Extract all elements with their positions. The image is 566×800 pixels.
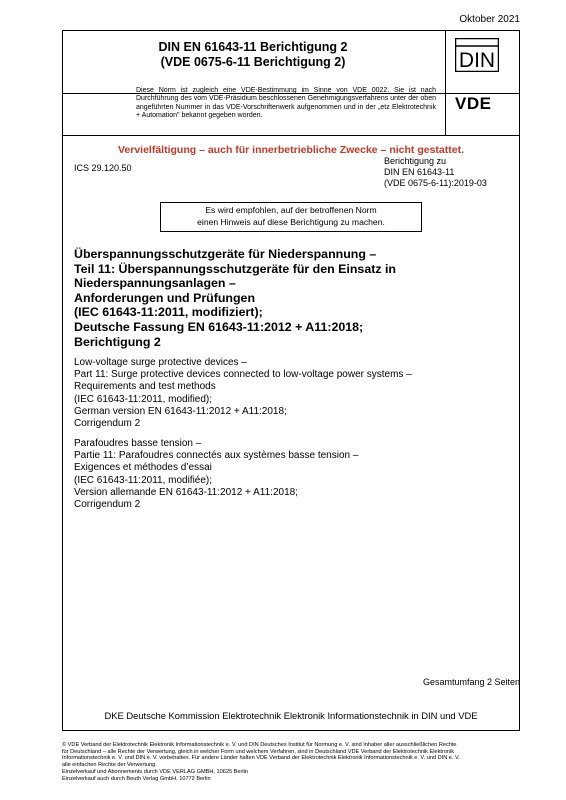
title-french — [74, 438, 514, 511]
notice-line: einen Hinweis auf diese Berichtigung zu machen. — [197, 216, 385, 227]
title-en-line: Corrigendum 2 — [74, 418, 141, 430]
title-en-line: Part 11: Surge protective devices connected to low-voltage power systems – — [74, 369, 412, 381]
correction-line: Berichtigung zu — [384, 156, 447, 166]
din-logo — [455, 38, 499, 72]
footer-line: für Deutschland – alle Rechte der Verwertung, gleich in welcher Form und welchem Verfahren, sind in Deutschland VDE Verband der Elektrotechnik Elektronik — [62, 748, 455, 755]
notice-line: Es wird empfohlen, auf der betroffenen Norm — [205, 205, 377, 215]
title-fr-line: Corrigendum 2 — [74, 499, 141, 511]
footer-line: Einzelverkauf auch durch Beuth Verlag GmbH, 10772 Berlin — [62, 775, 211, 782]
title-en-line: Low-voltage surge protective devices – — [74, 357, 247, 368]
footer-line: Einzelverkauf und Abonnements durch VDE VERLAG GMBH, 10625 Berlin — [62, 768, 248, 775]
title-en-line: Requirements and test methods — [74, 381, 216, 393]
title-en-line: (IEC 61643-11:2011, modified); — [74, 393, 213, 405]
title-de-line: (IEC 61643-11:2011, modifiziert); — [74, 305, 263, 320]
title-fr-line: Exigences et méthodes d’essai — [74, 462, 212, 474]
title-de-line: Anforderungen und Prüfungen — [74, 290, 256, 305]
title-fr-line: Version allemande EN 61643-11:2012 + A11:2018; — [74, 486, 298, 498]
title-de-line: Berichtigung 2 — [74, 334, 161, 349]
document-title — [62, 40, 444, 70]
copyright-footer — [62, 742, 530, 782]
title-de-line: Überspannungsschutzgeräte für Niederspannung – — [74, 247, 377, 261]
intro-text: Diese Norm ist zugleich eine VDE-Bestimmung im Sinne von VDE 0022. Sie ist nach Durchführung des vom VDE-Präsidium beschlossenen Genehmigungsverfahrens unter der oben angeführten Nummer in das VDE-Vorschriftenwerk aufgenommen und in der „etz Elektrotechnik + Automation" bekannt gegeben worden. — [136, 87, 436, 120]
vde-logo: VDE — [455, 94, 492, 113]
divider-intro — [63, 135, 519, 136]
correction-line: (VDE 0675-6-11):2019-03 — [384, 178, 487, 188]
din-logo-text: DIN — [458, 49, 496, 72]
correction-reference — [384, 156, 487, 189]
title-english — [74, 357, 514, 430]
footer-line: alle einfachen Rechte der Verwertung. — [62, 762, 157, 769]
title-de-line: Deutsche Fassung EN 61643-11:2012 + A11:2018; — [74, 319, 364, 334]
title-line: (VDE 0675-6-11 Berichtigung 2) — [160, 55, 346, 69]
dke-line: DKE Deutsche Kommission Elektrotechnik Elektronik Informationstechnik in DIN und VDE — [104, 710, 478, 721]
footer-line: Informationstechnik e. V. und DIN e. V. vorbehalten. Für andere Länder halten VDE Verband der Elektrotechnik Elektronik Informationstechnik e. V. und DIN e. V. — [62, 755, 460, 762]
title-german — [74, 247, 494, 349]
title-de-line: Teil 11: Überspannungsschutzgeräte für den Einsatz in — [74, 261, 396, 276]
title-line: DIN EN 61643-11 Berichtigung 2 — [158, 40, 348, 54]
title-fr-line: (IEC 61643-11:2011, modifiée); — [74, 474, 213, 486]
ics-code: ICS 29.120.50 — [74, 163, 132, 173]
issue-date: Oktober 2021 — [459, 14, 520, 25]
divider-logo-column — [445, 31, 446, 135]
title-fr-line: Parafoudres basse tension – — [74, 438, 202, 449]
copy-warning: Vervielfältigung – auch für innerbetriebliche Zwecke – nicht gestattet. — [117, 144, 464, 156]
footer-line: © VDE Verband der Elektrotechnik Elektronik Informationstechnik e. V. und DIN Deutsches Institut für Normung e. V. sind Inhaber aller ausschließlichen Rechte — [62, 742, 457, 748]
notice-box — [160, 202, 422, 232]
correction-line: DIN EN 61643-11 — [384, 167, 455, 177]
title-en-line: German version EN 61643-11:2012 + A11:2018; — [74, 405, 287, 417]
page-count: Gesamtumfang 2 Seiten — [422, 677, 520, 687]
title-de-line: Niederspannungsanlagen – — [74, 276, 236, 291]
title-fr-line: Partie 11: Parafoudres connectés aux systèmes basse tension – — [74, 450, 359, 462]
